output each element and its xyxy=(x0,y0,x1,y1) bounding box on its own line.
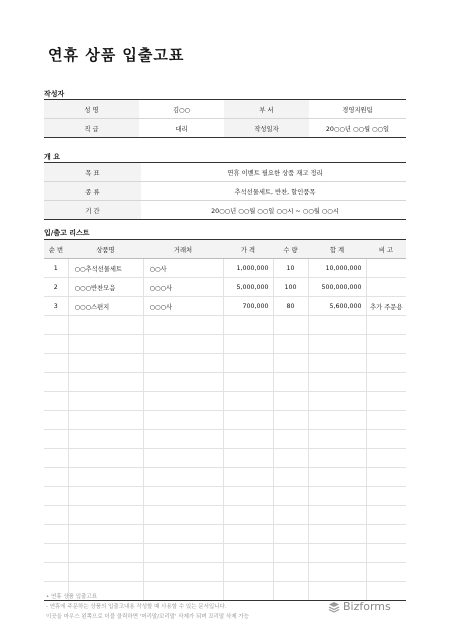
empty-row xyxy=(44,316,406,335)
empty-cell xyxy=(44,316,68,335)
empty-cell xyxy=(143,525,223,544)
row-no: 1 xyxy=(44,259,68,278)
empty-cell xyxy=(68,335,143,354)
empty-cell xyxy=(143,487,223,506)
empty-cell xyxy=(44,525,68,544)
col-product-header: 상품명 xyxy=(68,240,143,259)
row-note xyxy=(366,278,406,297)
empty-cell xyxy=(223,335,273,354)
type-value: 추석선물세트, 반찬, 할인품목 xyxy=(141,182,406,201)
empty-cell xyxy=(273,316,308,335)
row-product: ○○○반찬모음 xyxy=(68,278,143,297)
footer-line: 이곳을 마우스 왼쪽으로 더블 클릭하면 '머리말/꼬리말' 삭제가 되며 꼬리말 삭제 가능 xyxy=(46,614,250,620)
empty-cell xyxy=(68,392,143,411)
empty-cell xyxy=(143,354,223,373)
empty-cell xyxy=(143,468,223,487)
inout-list-table xyxy=(44,239,406,601)
empty-cell xyxy=(366,430,406,449)
empty-cell xyxy=(273,354,308,373)
row-vendor: ○○사 xyxy=(143,259,223,278)
goal-value: 연휴 이벤트 필요한 상품 재고 정리 xyxy=(141,163,406,182)
empty-cell xyxy=(273,430,308,449)
empty-cell xyxy=(273,468,308,487)
overview-row xyxy=(44,182,406,201)
row-price: 1,000,000 xyxy=(223,259,273,278)
empty-cell xyxy=(273,563,308,582)
empty-cell xyxy=(223,506,273,525)
row-product: ○○○스편지 xyxy=(68,297,143,316)
empty-row xyxy=(44,468,406,487)
empty-cell xyxy=(44,335,68,354)
brand-logo xyxy=(328,600,391,613)
layers-icon xyxy=(328,601,340,613)
empty-cell xyxy=(366,525,406,544)
goal-label: 목 표 xyxy=(44,163,141,182)
empty-cell xyxy=(143,316,223,335)
row-qty: 100 xyxy=(273,278,308,297)
name-label: 성 명 xyxy=(44,100,139,119)
empty-cell xyxy=(273,373,308,392)
empty-cell xyxy=(366,563,406,582)
empty-cell xyxy=(366,582,406,601)
empty-cell xyxy=(143,449,223,468)
empty-row xyxy=(44,525,406,544)
type-label: 종 류 xyxy=(44,182,141,201)
period-label: 기 간 xyxy=(44,201,141,220)
empty-cell xyxy=(44,487,68,506)
empty-cell xyxy=(143,430,223,449)
empty-cell xyxy=(143,411,223,430)
author-row xyxy=(44,119,406,138)
empty-cell xyxy=(366,354,406,373)
row-vendor: ○○○사 xyxy=(143,278,223,297)
list-body xyxy=(44,259,406,601)
empty-cell xyxy=(273,411,308,430)
empty-cell xyxy=(143,392,223,411)
empty-cell xyxy=(68,354,143,373)
row-no: 2 xyxy=(44,278,68,297)
empty-cell xyxy=(223,487,273,506)
table-row xyxy=(44,278,406,297)
empty-row xyxy=(44,373,406,392)
empty-row xyxy=(44,506,406,525)
empty-cell xyxy=(223,563,273,582)
empty-cell xyxy=(223,392,273,411)
col-total-header: 합 계 xyxy=(308,240,366,259)
footer-line: • 연휴 상품 입출고표 xyxy=(46,594,97,600)
page-title: 연휴 상품 입출고표 xyxy=(48,46,185,64)
overview-table xyxy=(44,162,406,220)
col-no-header: 순 번 xyxy=(44,240,68,259)
col-qty-header: 수 량 xyxy=(273,240,308,259)
empty-cell xyxy=(308,487,366,506)
table-row xyxy=(44,259,406,278)
empty-cell xyxy=(308,411,366,430)
empty-cell xyxy=(366,373,406,392)
empty-cell xyxy=(308,335,366,354)
footer-line: - 연휴에 주문하는 상품의 입출고내용 작성할 때 사용할 수 있는 문서입니다. xyxy=(46,604,227,610)
empty-cell xyxy=(223,373,273,392)
author-section-heading: 작성자 xyxy=(44,90,65,98)
empty-cell xyxy=(68,316,143,335)
empty-cell xyxy=(273,582,308,601)
row-product: ○○추석선물세트 xyxy=(68,259,143,278)
empty-cell xyxy=(223,316,273,335)
empty-cell xyxy=(366,487,406,506)
footer-notes xyxy=(46,592,249,622)
empty-row xyxy=(44,430,406,449)
empty-cell xyxy=(68,430,143,449)
rank-label: 직 급 xyxy=(44,119,139,138)
empty-cell xyxy=(273,335,308,354)
empty-cell xyxy=(223,430,273,449)
empty-row xyxy=(44,563,406,582)
empty-cell xyxy=(143,335,223,354)
empty-cell xyxy=(366,449,406,468)
empty-row xyxy=(44,449,406,468)
empty-cell xyxy=(308,316,366,335)
empty-cell xyxy=(273,449,308,468)
empty-cell xyxy=(44,506,68,525)
empty-cell xyxy=(366,411,406,430)
empty-cell xyxy=(308,563,366,582)
row-qty: 10 xyxy=(273,259,308,278)
empty-cell xyxy=(68,525,143,544)
empty-cell xyxy=(273,525,308,544)
brand-name: Bizforms xyxy=(343,600,391,613)
row-note: 추가 주문용 xyxy=(366,297,406,316)
overview-section-heading: 개 요 xyxy=(44,153,60,161)
empty-cell xyxy=(308,506,366,525)
empty-cell xyxy=(223,449,273,468)
empty-cell xyxy=(366,468,406,487)
empty-cell xyxy=(44,449,68,468)
row-qty: 80 xyxy=(273,297,308,316)
empty-cell xyxy=(68,563,143,582)
empty-cell xyxy=(44,373,68,392)
empty-cell xyxy=(223,525,273,544)
empty-cell xyxy=(366,316,406,335)
empty-row xyxy=(44,544,406,563)
empty-cell xyxy=(44,354,68,373)
row-total: 500,000,000 xyxy=(308,278,366,297)
empty-cell xyxy=(223,544,273,563)
empty-cell xyxy=(68,411,143,430)
empty-cell xyxy=(223,411,273,430)
empty-cell xyxy=(273,544,308,563)
empty-cell xyxy=(308,373,366,392)
empty-cell xyxy=(308,392,366,411)
empty-cell xyxy=(44,392,68,411)
row-vendor: ○○○사 xyxy=(143,297,223,316)
list-section-heading: 입/출고 리스트 xyxy=(44,229,90,237)
row-note xyxy=(366,259,406,278)
department-label: 부 서 xyxy=(224,100,309,119)
empty-row xyxy=(44,487,406,506)
empty-cell xyxy=(223,354,273,373)
empty-cell xyxy=(308,449,366,468)
list-header-row xyxy=(44,240,406,259)
empty-cell xyxy=(44,411,68,430)
empty-cell xyxy=(143,544,223,563)
row-no: 3 xyxy=(44,297,68,316)
date-label: 작성일자 xyxy=(224,119,309,138)
row-total: 10,000,000 xyxy=(308,259,366,278)
department-value: 경영지원팀 xyxy=(309,100,406,119)
empty-cell xyxy=(143,563,223,582)
empty-cell xyxy=(44,468,68,487)
empty-cell xyxy=(68,544,143,563)
empty-cell xyxy=(308,582,366,601)
empty-cell xyxy=(308,354,366,373)
empty-row xyxy=(44,335,406,354)
author-row xyxy=(44,100,406,119)
empty-cell xyxy=(44,563,68,582)
empty-cell xyxy=(68,506,143,525)
empty-cell xyxy=(308,525,366,544)
author-table xyxy=(44,99,406,138)
empty-cell xyxy=(273,487,308,506)
empty-row xyxy=(44,354,406,373)
col-vendor-header: 거래처 xyxy=(143,240,223,259)
empty-cell xyxy=(308,430,366,449)
name-value: 김○○ xyxy=(139,100,224,119)
empty-cell xyxy=(366,544,406,563)
empty-cell xyxy=(273,392,308,411)
empty-cell xyxy=(68,468,143,487)
row-price: 5,000,000 xyxy=(223,278,273,297)
empty-cell xyxy=(308,544,366,563)
date-value: 20○○년 ○○월 ○○일 xyxy=(309,119,406,138)
empty-cell xyxy=(44,430,68,449)
empty-cell xyxy=(68,487,143,506)
empty-cell xyxy=(143,506,223,525)
overview-row xyxy=(44,201,406,220)
row-total: 5,600,000 xyxy=(308,297,366,316)
rank-value: 대리 xyxy=(139,119,224,138)
row-price: 700,000 xyxy=(223,297,273,316)
empty-cell xyxy=(366,392,406,411)
empty-cell xyxy=(308,468,366,487)
empty-row xyxy=(44,392,406,411)
empty-row xyxy=(44,411,406,430)
empty-cell xyxy=(68,373,143,392)
col-note-header: 비 고 xyxy=(366,240,406,259)
empty-cell xyxy=(44,544,68,563)
col-price-header: 가 격 xyxy=(223,240,273,259)
empty-cell xyxy=(366,335,406,354)
empty-cell xyxy=(143,373,223,392)
empty-cell xyxy=(68,449,143,468)
empty-cell xyxy=(366,506,406,525)
overview-row xyxy=(44,163,406,182)
empty-cell xyxy=(273,506,308,525)
empty-cell xyxy=(223,468,273,487)
period-value: 20○○년 ○○월 ○○일 ○○시 ~ ○○월 ○○시 xyxy=(141,201,406,220)
table-row xyxy=(44,297,406,316)
